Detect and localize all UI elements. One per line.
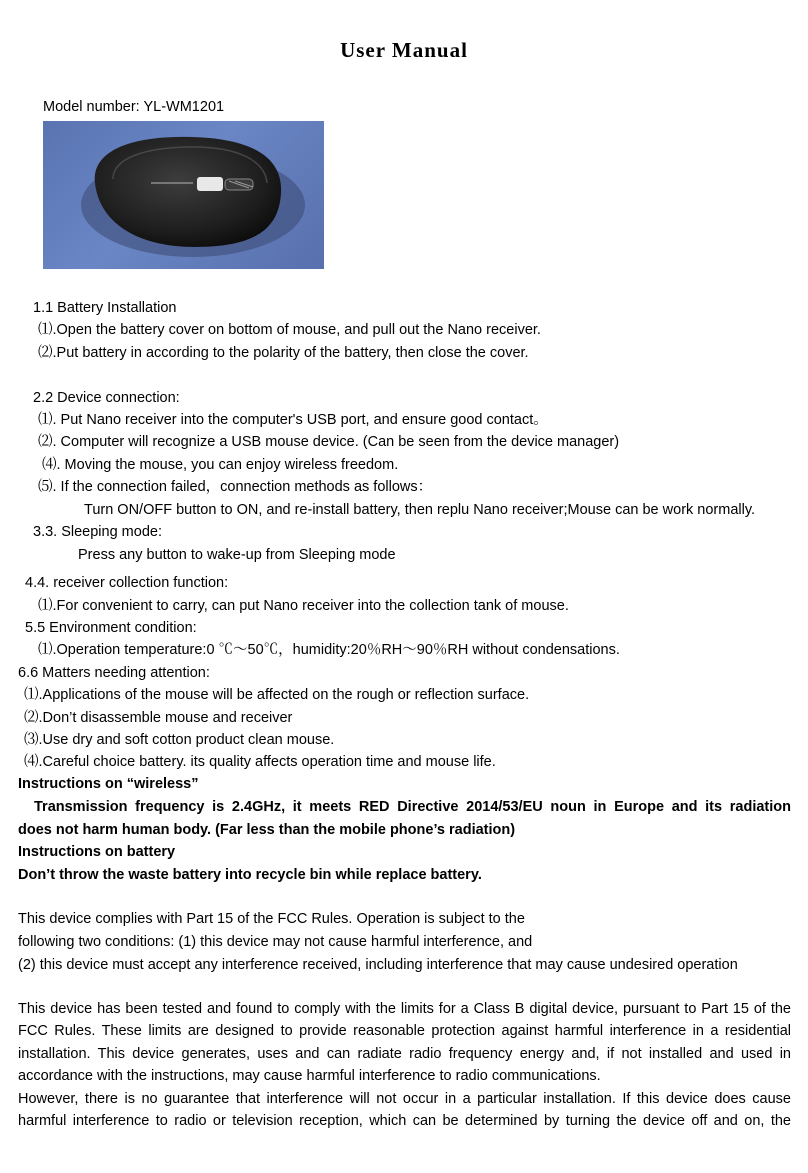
wireless-text-line: Transmission frequency is 2.4GHz, it meets RED Directive 2014/53/EU noun in Europe and its radiation	[34, 799, 791, 815]
list-item: ⑵.Put battery in according to the polarity of the battery, then close the cover.	[38, 345, 529, 361]
fcc-text-line: following two conditions: (1) this device may not cause harmful interference, and	[18, 934, 533, 950]
fcc-text-line: However, there is no guarantee that interference will not occur in a particular installation. If this device does cause	[18, 1091, 791, 1107]
list-item: ⑴.For convenient to carry, can put Nano receiver into the collection tank of mouse.	[38, 598, 569, 614]
wireless-mouse-photo	[43, 121, 324, 269]
fcc-text-line: harmful interference to radio or television reception, which can be determined by turning the device off and on, the	[18, 1113, 791, 1129]
section-matters-attention-heading: 6.6 Matters needing attention:	[18, 665, 210, 681]
list-item: ⑶.Use dry and soft cotton product clean mouse.	[24, 732, 335, 748]
fcc-text-line: (2) this device must accept any interference received, including interference that may cause undesired operation	[18, 957, 738, 973]
wireless-instructions-heading: Instructions on “wireless”	[18, 776, 199, 792]
section-sleeping-mode-heading: 3.3. Sleeping mode:	[33, 524, 162, 540]
list-item: ⑷. Moving the mouse, you can enjoy wireless freedom.	[42, 457, 399, 473]
section-receiver-collection-heading: 4.4. receiver collection function:	[25, 575, 229, 591]
model-number: Model number: YL-WM1201	[43, 99, 225, 115]
mouse-icon	[43, 121, 324, 269]
fcc-text-line: This device has been tested and found to comply with the limits for a Class B digital device, pursuant to Part 15 of the	[18, 1001, 791, 1017]
section-battery-installation-heading: 1.1 Battery Installation	[33, 300, 177, 316]
fcc-text-line: FCC Rules. These limits are designed to provide reasonable protection against harmful interference in a residential	[18, 1023, 791, 1039]
list-item: ⑵.Don’t disassemble mouse and receiver	[24, 710, 293, 726]
section-device-connection-heading: 2.2 Device connection:	[33, 390, 180, 406]
list-item: ⑸. If the connection failed，connection methods as follows：	[38, 479, 433, 495]
wireless-text-line: does not harm human body. (Far less than the mobile phone’s radiation)	[18, 822, 516, 838]
connection-method-text: Turn ON/OFF button to ON, and re-install battery, then replu Nano receiver;Mouse can be work normally.	[84, 502, 756, 518]
battery-instructions-heading: Instructions on battery	[18, 844, 176, 860]
fcc-text-line: accordance with the instructions, may cause harmful interference to radio communications.	[18, 1068, 601, 1084]
fcc-text-line: installation. This device generates, uses and can radiate radio frequency energy and, if not installed and used in	[18, 1046, 791, 1062]
sleeping-mode-text: Press any button to wake-up from Sleeping mode	[78, 547, 396, 563]
battery-instructions-text: Don’t throw the waste battery into recycle bin while replace battery.	[18, 867, 482, 883]
section-environment-heading: 5.5 Environment condition:	[25, 620, 197, 636]
list-item: ⑴.Open the battery cover on bottom of mouse, and pull out the Nano receiver.	[38, 322, 541, 338]
fcc-text-line: This device complies with Part 15 of the FCC Rules. Operation is subject to the	[18, 911, 525, 927]
list-item: ⑴. Put Nano receiver into the computer's USB port, and ensure good contact。	[38, 412, 548, 428]
page-title: User Manual	[340, 38, 468, 62]
list-item: ⑴.Applications of the mouse will be affected on the rough or reflection surface.	[24, 687, 530, 703]
list-item: ⑵. Computer will recognize a USB mouse device. (Can be seen from the device manager)	[38, 434, 620, 450]
list-item: ⑷.Careful choice battery. its quality affects operation time and mouse life.	[24, 754, 496, 770]
list-item: ⑴.Operation temperature:0 ℃～50℃，humidity:20％RH～90％RH without condensations.	[38, 642, 620, 658]
